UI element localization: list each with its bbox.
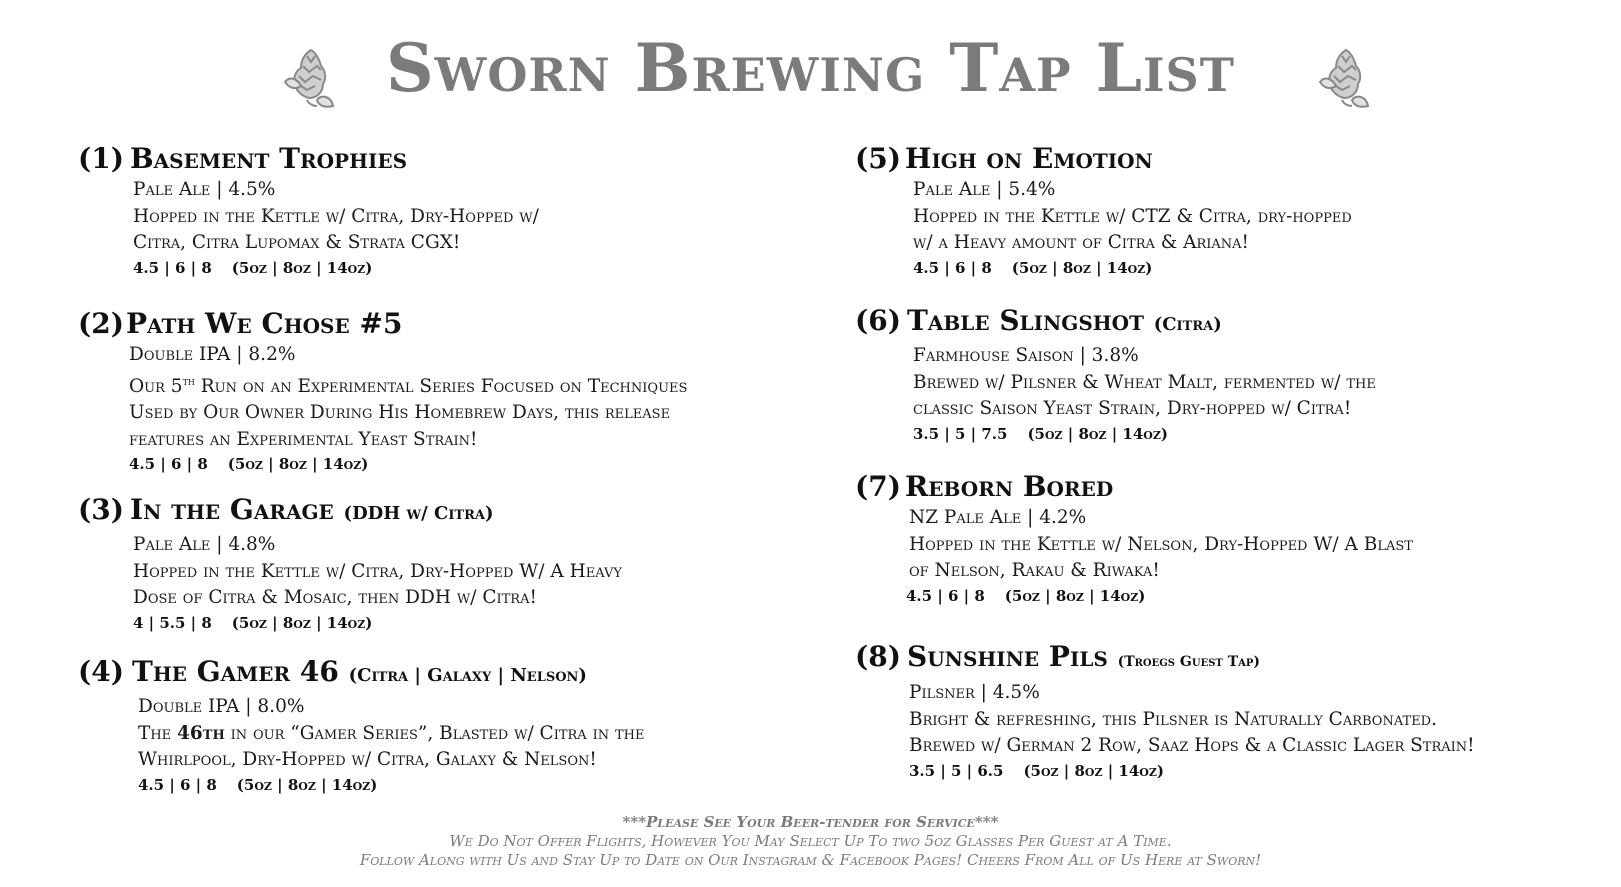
pour-sizes: (5oz | 8oz | 14oz) bbox=[231, 258, 373, 277]
beer-description-line: Hopped in the Kettle w/ Citra, Dry-Hopped w/ bbox=[133, 205, 539, 227]
hop-icon bbox=[1312, 42, 1384, 114]
price-values: 4.5 | 6 | 8 bbox=[133, 258, 212, 277]
beer-heading bbox=[78, 494, 622, 530]
tap-number: (6) bbox=[855, 304, 901, 337]
beer-heading bbox=[855, 471, 1413, 503]
beer-heading bbox=[78, 656, 644, 692]
beer-pricing bbox=[133, 257, 539, 279]
pour-sizes: (5oz | 8oz | 14oz) bbox=[1004, 586, 1146, 605]
beer-pricing bbox=[133, 612, 622, 634]
beer-description-line: Used by Our Owner During His Homebrew Days, this release bbox=[129, 402, 671, 424]
pour-sizes: (5oz | 8oz | 14oz) bbox=[1011, 258, 1153, 277]
beer-name: Sunshine Pils bbox=[907, 640, 1108, 673]
beer-entry bbox=[855, 471, 1413, 607]
tap-number: (7) bbox=[855, 470, 901, 503]
beer-entry bbox=[78, 494, 622, 634]
beer-hop-note: (DDH w/ Citra) bbox=[343, 503, 494, 524]
beer-pricing bbox=[906, 585, 1413, 607]
price-values: 4.5 | 6 | 8 bbox=[913, 258, 992, 277]
beer-style: Pale Ale | 4.8% bbox=[133, 534, 276, 555]
pour-sizes: (5oz | 8oz | 14oz) bbox=[1027, 424, 1169, 443]
pour-sizes: (5oz | 8oz | 14oz) bbox=[231, 613, 373, 632]
beer-hop-note: (Troegs Guest Tap) bbox=[1117, 654, 1261, 670]
beer-description-line: Citra, Citra Lupomax & Strata CGX! bbox=[133, 232, 461, 253]
beer-style: Double IPA | 8.0% bbox=[138, 696, 305, 717]
beer-description-line: w/ a Heavy amount of Citra & Ariana! bbox=[913, 232, 1249, 253]
pour-sizes: (5oz | 8oz | 14oz) bbox=[1023, 761, 1165, 780]
beer-name: The Gamer 46 bbox=[132, 655, 339, 688]
beer-heading bbox=[78, 308, 687, 340]
beer-pricing bbox=[909, 760, 1475, 782]
beer-entry bbox=[855, 305, 1376, 445]
beer-name: Reborn Bored bbox=[905, 470, 1114, 503]
beer-description-line: of Nelson, Rakau & Riwaka! bbox=[909, 560, 1160, 581]
flight-policy: We Do Not Offer Flights, However You May Select Up To two 5oz Glasses Per Guest at A Time. bbox=[449, 832, 1172, 850]
tap-number: (5) bbox=[855, 142, 901, 175]
tap-number: (4) bbox=[78, 655, 124, 688]
tap-number: (3) bbox=[78, 493, 124, 526]
beer-heading bbox=[855, 143, 1352, 175]
beer-style: Double IPA | 8.2% bbox=[129, 344, 296, 365]
service-notice: ***Please See Your Beer-tender for Service*** bbox=[622, 813, 999, 831]
beer-entry bbox=[78, 308, 687, 475]
beer-name: In the Garage bbox=[130, 493, 334, 526]
beer-heading bbox=[78, 143, 539, 175]
beer-name: Path We Chose #5 bbox=[126, 307, 403, 340]
beer-entry bbox=[855, 143, 1352, 279]
beer-description-line: Our 5th Run on an Experimental Series Focused on Techniques bbox=[129, 374, 688, 397]
beer-description-line: Dose of Citra & Mosaic, then DDH w/ Citra! bbox=[133, 587, 537, 608]
beer-style: Pale Ale | 5.4% bbox=[913, 179, 1056, 200]
beer-style: NZ Pale Ale | 4.2% bbox=[909, 507, 1087, 528]
beer-description-line: Hopped in the Kettle w/ Citra, Dry-Hopped W/ A Heavy bbox=[133, 560, 622, 582]
beer-description-line: features an Experimental Yeast Strain! bbox=[129, 428, 478, 450]
beer-description-line: Hopped in the Kettle w/ CTZ & Citra, dry-hopped bbox=[913, 205, 1352, 227]
beer-description-line: The 46th in our “Gamer Series”, Blasted w/ Citra in the bbox=[138, 722, 645, 744]
beer-hop-note: (Citra) bbox=[1153, 314, 1222, 335]
beer-description-line: Brewed w/ Pilsner & Wheat Malt, fermented w/ the bbox=[913, 371, 1376, 393]
beer-description-line: classic Saison Yeast Strain, Dry-hopped w/ Citra! bbox=[913, 398, 1352, 419]
price-values: 4.5 | 6 | 8 bbox=[129, 455, 208, 474]
tap-number: (8) bbox=[855, 640, 901, 673]
beer-description-line: Brewed w/ German 2 Row, Saaz Hops & a Classic Lager Strain! bbox=[909, 735, 1475, 756]
beer-entry bbox=[855, 641, 1475, 782]
beer-description-line: Bright & refreshing, this Pilsner is Naturally Carbonated. bbox=[909, 708, 1437, 730]
beer-description-line: Whirlpool, Dry-Hopped w/ Citra, Galaxy & Nelson! bbox=[138, 749, 597, 770]
page-title: Sworn Brewing Tap List bbox=[386, 29, 1235, 107]
beer-entry bbox=[78, 143, 539, 279]
beer-heading bbox=[855, 305, 1376, 341]
tap-number: (1) bbox=[78, 142, 124, 175]
tap-number: (2) bbox=[78, 307, 124, 340]
beer-heading bbox=[855, 641, 1475, 678]
beer-pricing bbox=[129, 453, 687, 475]
beer-name: High on Emotion bbox=[905, 142, 1153, 175]
price-values: 4.5 | 6 | 8 bbox=[906, 586, 985, 605]
pour-sizes: (5oz | 8oz | 14oz) bbox=[236, 775, 378, 794]
pour-sizes: (5oz | 8oz | 14oz) bbox=[227, 455, 369, 474]
price-values: 3.5 | 5 | 7.5 bbox=[913, 424, 1008, 443]
price-values: 4.5 | 6 | 8 bbox=[138, 775, 217, 794]
beer-style: Farmhouse Saison | 3.8% bbox=[913, 345, 1139, 366]
beer-name: Basement Trophies bbox=[130, 142, 408, 175]
beer-pricing bbox=[913, 257, 1352, 279]
beer-style: Pale Ale | 4.5% bbox=[133, 179, 276, 200]
beer-style: Pilsner | 4.5% bbox=[909, 682, 1040, 703]
beer-pricing bbox=[138, 774, 644, 796]
beer-hop-note: (Citra | Galaxy | Nelson) bbox=[348, 665, 587, 686]
beer-entry bbox=[78, 656, 644, 796]
beer-description-line: Hopped in the Kettle w/ Nelson, Dry-Hopped W/ A Blast bbox=[909, 533, 1413, 555]
price-values: 4 | 5.5 | 8 bbox=[133, 613, 212, 632]
price-values: 3.5 | 5 | 6.5 bbox=[909, 761, 1004, 780]
beer-pricing bbox=[913, 423, 1376, 445]
social-follow-note: Follow Along with Us and Stay Up to Date on Our Instagram & Facebook Pages! Cheers From All of Us Here at Sworn! bbox=[359, 851, 1262, 869]
beer-name: Table Slingshot bbox=[907, 304, 1144, 337]
